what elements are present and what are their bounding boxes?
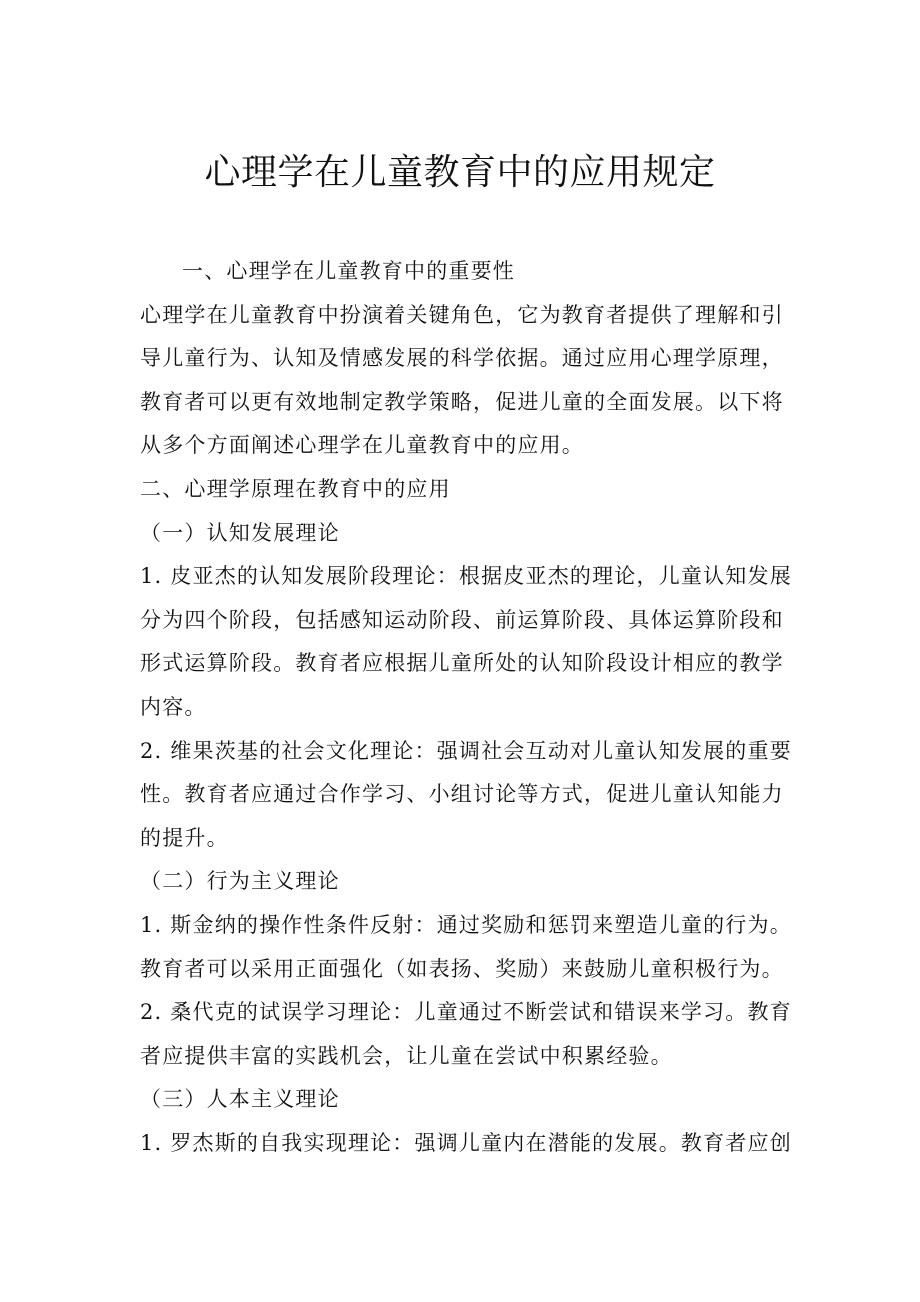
list-item-vygotsky: 2. 维果茨基的社会文化理论：强调社会互动对儿童认知发展的重要 <box>140 738 792 763</box>
paragraph-line: 者应提供丰富的实践机会，让儿童在尝试中积累经验。 <box>140 1043 673 1068</box>
paragraph-line: 教育者可以采用正面强化（如表扬、奖励）来鼓励儿童积极行为。 <box>140 956 784 981</box>
list-item-piaget: 1. 皮亚杰的认知发展阶段理论：根据皮亚杰的理论，儿童认知发展 <box>140 564 792 589</box>
list-item-skinner: 1. 斯金纳的操作性条件反射：通过奖励和惩罚来塑造儿童的行为。 <box>140 912 792 937</box>
paragraph-line: 心理学在儿童教育中扮演着关键角色，它为教育者提供了理解和引 <box>140 302 784 327</box>
subsection-heading-cognitive: （一）认知发展理论 <box>140 520 340 545</box>
paragraph-line: 形式运算阶段。教育者应根据儿童所处的认知阶段设计相应的教学 <box>140 651 784 676</box>
list-item-thorndike: 2. 桑代克的试误学习理论：儿童通过不断尝试和错误来学习。教育 <box>140 1000 792 1025</box>
paragraph-line: 从多个方面阐述心理学在儿童教育中的应用。 <box>140 433 584 458</box>
paragraph-line: 导儿童行为、认知及情感发展的科学依据。通过应用心理学原理， <box>140 346 784 371</box>
paragraph-line: 教育者可以更有效地制定教学策略，促进儿童的全面发展。以下将 <box>140 389 784 414</box>
document-body <box>140 250 792 1165</box>
paragraph-line: 内容。 <box>140 694 207 719</box>
section-heading-1: 一、心理学在儿童教育中的重要性 <box>182 259 515 283</box>
paragraph-line: 性。教育者应通过合作学习、小组讨论等方式，促进儿童认知能力 <box>140 782 784 807</box>
paragraph-line: 的提升。 <box>140 825 229 850</box>
section-heading-2: 二、心理学原理在教育中的应用 <box>140 476 451 501</box>
subsection-heading-behaviorism: （二）行为主义理论 <box>140 869 340 894</box>
paragraph-line: 分为四个阶段，包括感知运动阶段、前运算阶段、具体运算阶段和 <box>140 607 784 632</box>
subsection-heading-humanism: （三）人本主义理论 <box>140 1087 340 1112</box>
list-item-rogers: 1. 罗杰斯的自我实现理论：强调儿童内在潜能的发展。教育者应创 <box>140 1130 792 1155</box>
document-title: 心理学在儿童教育中的应用规定 <box>204 152 716 193</box>
